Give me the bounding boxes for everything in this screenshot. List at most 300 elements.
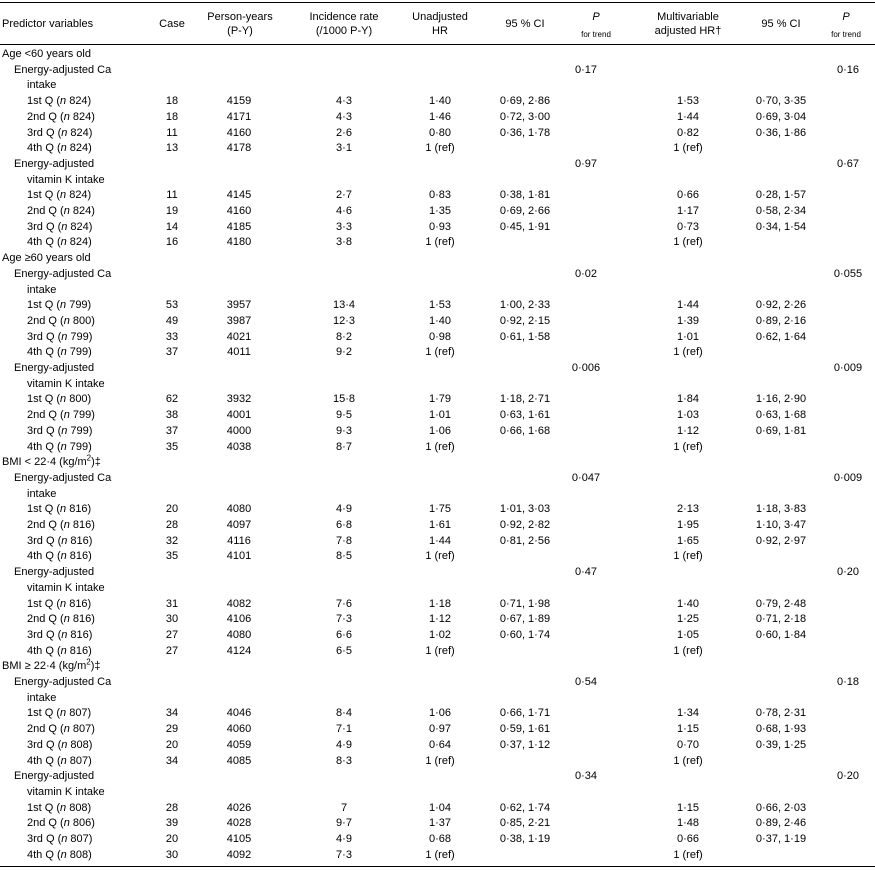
incidence-rate: 4·6 xyxy=(336,205,352,217)
quartile-text: 4th Q ( xyxy=(27,848,61,861)
quartile-n: n xyxy=(60,189,67,202)
variable-label: Energy-adjusted Ca xyxy=(14,63,112,76)
unadjusted-hr: 1·40 xyxy=(428,95,452,108)
p-for-trend-adjusted: 0·16 xyxy=(836,63,860,76)
p-for-trend: 0·34 xyxy=(574,770,598,783)
adjusted-hr: 1 (ref) xyxy=(673,848,703,861)
unadjusted-hr: 1 (ref) xyxy=(425,550,455,563)
quartile-n: n xyxy=(61,126,68,139)
quartile-n: n xyxy=(61,220,68,233)
incidence-rate: 7·8 xyxy=(336,534,352,547)
group-header-row xyxy=(0,659,875,675)
quartile-label xyxy=(27,188,91,204)
variable-label-cont: vitamin K intake xyxy=(27,173,105,186)
quartile-label xyxy=(27,204,95,220)
quartile-n-value: 824) xyxy=(67,126,93,139)
variable-header-row xyxy=(0,769,875,785)
case-count: 30 xyxy=(165,848,179,861)
quartile-n-value: 807) xyxy=(66,707,92,720)
unadjusted-hr: 1 (ref) xyxy=(425,142,455,155)
quartile-text: 4th Q ( xyxy=(27,142,61,155)
person-years: 4160 xyxy=(226,205,252,217)
table-row xyxy=(0,204,875,220)
confidence-interval-adjusted: 0·69, 1·81 xyxy=(755,424,807,437)
table-row xyxy=(0,754,875,770)
quartile-label xyxy=(27,502,91,518)
group-header-row xyxy=(0,47,875,63)
unadjusted-hr: 1·02 xyxy=(428,628,452,641)
incidence-rate: 4·9 xyxy=(336,833,352,845)
adjusted-hr: 1 (ref) xyxy=(673,644,703,657)
incidence-rate: 9·3 xyxy=(336,424,352,437)
unadjusted-hr: 1·79 xyxy=(428,393,452,406)
quartile-label xyxy=(27,816,95,832)
person-years: 4105 xyxy=(226,833,252,845)
person-years: 4026 xyxy=(226,801,252,814)
adjusted-hr: 1·17 xyxy=(676,205,700,217)
p-for-trend-adjusted: 0·009 xyxy=(833,362,863,374)
confidence-interval-adjusted: 0·78, 2·31 xyxy=(755,707,807,720)
confidence-interval-adjusted: 0·37, 1·19 xyxy=(755,833,807,845)
quartile-text: 1st Q ( xyxy=(27,503,61,516)
confidence-interval-adjusted: 0·92, 2·26 xyxy=(755,299,807,312)
confidence-interval: 0·85, 2·21 xyxy=(499,817,551,830)
quartile-label xyxy=(27,549,92,565)
confidence-interval: 0·38, 1·81 xyxy=(499,189,551,202)
quartile-n: n xyxy=(60,848,67,861)
person-years: 4106 xyxy=(226,613,252,626)
confidence-interval: 0·71, 1·98 xyxy=(499,597,551,610)
quartile-text: 4th Q ( xyxy=(27,346,61,359)
table-header-rule xyxy=(0,44,875,45)
incidence-rate: 3·1 xyxy=(336,142,352,155)
confidence-interval-adjusted: 0·69, 3·04 xyxy=(755,110,807,123)
quartile-n-value: 816) xyxy=(67,534,93,547)
p-for-trend-adjusted: 0·67 xyxy=(836,157,860,170)
person-years: 4116 xyxy=(227,534,251,547)
confidence-interval-adjusted: 0·36, 1·86 xyxy=(755,126,807,139)
header-person-years: Person-years (P-Y) xyxy=(207,11,273,37)
person-years: 4145 xyxy=(226,189,252,202)
quartile-n-value: 799) xyxy=(66,299,92,312)
quartile-n-value: 800) xyxy=(66,393,92,406)
unadjusted-hr: 1·12 xyxy=(428,613,452,626)
variable-header-row xyxy=(0,675,875,691)
confidence-interval-adjusted: 0·70, 3·35 xyxy=(755,95,807,108)
confidence-interval: 1·18, 2·71 xyxy=(499,393,551,406)
table-row xyxy=(0,94,875,110)
quartile-text: 4th Q ( xyxy=(27,550,61,563)
quartile-n-value: 816) xyxy=(66,644,92,657)
quartile-n: n xyxy=(63,314,70,327)
person-years: 4085 xyxy=(226,754,252,767)
variable-label: Energy-adjusted Ca xyxy=(14,471,112,484)
person-years: 4028 xyxy=(226,817,252,830)
confidence-interval: 0·45, 1·91 xyxy=(499,220,551,233)
adjusted-hr: 1 (ref) xyxy=(673,236,703,249)
table-row xyxy=(0,141,875,157)
quartile-text: 1st Q ( xyxy=(27,597,61,610)
quartile-label xyxy=(27,330,92,346)
quartile-n: n xyxy=(63,205,70,217)
quartile-n: n xyxy=(61,330,68,343)
quartile-label xyxy=(27,298,91,314)
case-count: 37 xyxy=(165,346,179,359)
adjusted-hr: 1·53 xyxy=(676,95,700,108)
variable-header-row xyxy=(0,471,875,487)
confidence-interval: 0·67, 1·89 xyxy=(499,613,551,626)
unadjusted-hr: 1·37 xyxy=(428,817,452,830)
case-count: 39 xyxy=(165,817,179,830)
table-row xyxy=(0,330,875,346)
case-count: 14 xyxy=(165,220,179,233)
header-unadjusted-hr: Unadjusted HR xyxy=(412,11,468,37)
table-row xyxy=(0,392,875,408)
incidence-rate: 4·9 xyxy=(336,738,352,751)
case-count: 16 xyxy=(165,236,179,249)
unadjusted-hr: 0·80 xyxy=(428,126,452,139)
table-row xyxy=(0,848,875,864)
adjusted-hr: 1·34 xyxy=(676,707,700,720)
group-label-superscript: 2 xyxy=(86,453,92,463)
variable-header-row xyxy=(0,157,875,173)
variable-header-row-cont xyxy=(0,78,875,94)
group-label xyxy=(2,47,91,63)
header-ci-adjusted: 95 % CI xyxy=(761,18,801,30)
quartile-n: n xyxy=(61,424,68,437)
confidence-interval-adjusted: 1·10, 3·47 xyxy=(755,519,807,531)
variable-label: Energy-adjusted Ca xyxy=(14,267,112,280)
incidence-rate: 8·2 xyxy=(336,330,352,343)
p-for-trend: 0·54 xyxy=(574,676,598,688)
unadjusted-hr: 1 (ref) xyxy=(425,848,455,861)
incidence-rate: 2·7 xyxy=(336,189,352,202)
adjusted-hr: 1·15 xyxy=(676,801,700,814)
adjusted-hr: 1 (ref) xyxy=(673,142,703,155)
case-count: 35 xyxy=(165,440,179,453)
quartile-n: n xyxy=(60,644,67,657)
confidence-interval-adjusted: 0·66, 2·03 xyxy=(755,801,807,814)
variable-header-row xyxy=(0,565,875,581)
p-for-trend: 0·006 xyxy=(571,362,601,374)
case-count: 20 xyxy=(165,503,179,516)
quartile-text: 3rd Q ( xyxy=(27,738,62,751)
quartile-n: n xyxy=(60,95,67,108)
quartile-label xyxy=(27,612,95,628)
adjusted-hr: 1 (ref) xyxy=(673,440,703,453)
table-row xyxy=(0,738,875,754)
table-row xyxy=(0,832,875,848)
variable-header-row-cont xyxy=(0,377,875,393)
adjusted-hr: 0·82 xyxy=(676,126,700,139)
quartile-label xyxy=(27,597,91,613)
incidence-rate: 9·7 xyxy=(336,817,352,830)
quartile-n: n xyxy=(60,754,67,767)
quartile-text: 2nd Q ( xyxy=(27,314,64,327)
quartile-label xyxy=(27,644,92,660)
adjusted-hr: 1·15 xyxy=(676,723,700,736)
header-p-trend: P $_{for trend}$ xyxy=(581,11,611,40)
quartile-label xyxy=(27,220,92,236)
p-for-trend: 0·97 xyxy=(574,157,598,170)
group-header-row xyxy=(0,251,875,267)
p-for-trend-adjusted: 0·20 xyxy=(836,566,860,579)
quartile-text: 1st Q ( xyxy=(27,707,61,720)
quartile-n-value: 824) xyxy=(67,220,93,233)
quartile-label xyxy=(27,722,95,738)
quartile-n-value: 808) xyxy=(66,848,92,861)
person-years: 4124 xyxy=(226,644,252,657)
header-incidence-rate: Incidence rate (/1000 P-Y) xyxy=(309,11,379,37)
quartile-label xyxy=(27,408,95,424)
variable-label-cont: vitamin K intake xyxy=(27,377,105,390)
confidence-interval: 0·66, 1·68 xyxy=(499,424,551,437)
adjusted-hr: 1 (ref) xyxy=(673,346,703,359)
confidence-interval: 0·61, 1·58 xyxy=(499,330,551,343)
quartile-n-value: 816) xyxy=(66,503,92,516)
quartile-n: n xyxy=(61,833,68,845)
table-bottom-rule xyxy=(0,866,875,867)
confidence-interval-adjusted: 0·28, 1·57 xyxy=(755,189,807,202)
unadjusted-hr: 1·06 xyxy=(428,707,452,720)
person-years: 4101 xyxy=(226,550,252,563)
group-label-end: )‡ xyxy=(91,456,101,469)
adjusted-hr: 1 (ref) xyxy=(673,754,703,767)
person-years: 4011 xyxy=(227,346,251,359)
group-label-superscript: 2 xyxy=(86,657,91,667)
quartile-n-value: 799) xyxy=(66,346,92,359)
confidence-interval-adjusted: 0·71, 2·18 xyxy=(755,613,807,626)
unadjusted-hr: 1 (ref) xyxy=(425,644,455,657)
p-for-trend-adjusted: 0·20 xyxy=(836,770,860,783)
case-count: 62 xyxy=(165,393,179,406)
quartile-n: n xyxy=(60,299,67,312)
unadjusted-hr: 1·44 xyxy=(428,534,452,547)
quartile-label xyxy=(27,832,92,848)
unadjusted-hr: 1·35 xyxy=(428,205,452,217)
table-row xyxy=(0,722,875,738)
quartile-label xyxy=(27,110,95,126)
p-for-trend: 0·047 xyxy=(571,471,601,484)
quartile-text: 2nd Q ( xyxy=(27,519,64,531)
table-row xyxy=(0,188,875,204)
group-label xyxy=(2,659,101,675)
quartile-label xyxy=(27,126,92,142)
case-count: 20 xyxy=(165,738,179,751)
person-years: 4185 xyxy=(226,220,252,233)
quartile-n-value: 799) xyxy=(67,424,93,437)
adjusted-hr: 0·73 xyxy=(676,220,700,233)
adjusted-hr: 1·01 xyxy=(676,330,700,343)
quartile-label xyxy=(27,424,92,440)
confidence-interval-adjusted: 0·58, 2·34 xyxy=(755,205,807,217)
quartile-text: 3rd Q ( xyxy=(27,833,62,845)
person-years: 4178 xyxy=(226,142,252,155)
confidence-interval: 0·66, 1·71 xyxy=(499,707,551,720)
incidence-rate: 7 xyxy=(340,801,348,814)
quartile-label xyxy=(27,738,92,754)
incidence-rate: 7·1 xyxy=(336,723,352,736)
person-years: 4060 xyxy=(226,723,252,736)
case-count: 27 xyxy=(165,628,179,641)
person-years: 4097 xyxy=(226,519,252,531)
confidence-interval-adjusted: 0·89, 2·16 xyxy=(755,314,807,327)
table-row xyxy=(0,597,875,613)
confidence-interval: 0·72, 3·00 xyxy=(499,110,551,123)
unadjusted-hr: 1·04 xyxy=(428,801,452,814)
person-years: 4046 xyxy=(226,707,252,720)
person-years: 4038 xyxy=(226,440,252,453)
quartile-n: n xyxy=(61,628,68,641)
quartile-n-value: 807) xyxy=(67,833,93,845)
adjusted-hr: 2·13 xyxy=(676,503,700,516)
variable-header-row xyxy=(0,267,875,283)
incidence-rate: 7·6 xyxy=(336,597,352,610)
confidence-interval: 1·00, 2·33 xyxy=(499,299,551,312)
incidence-rate: 9·2 xyxy=(336,346,352,359)
incidence-rate: 6·5 xyxy=(336,644,352,657)
person-years: 4171 xyxy=(226,110,252,123)
quartile-n-value: 824) xyxy=(69,110,95,123)
incidence-rate: 12·3 xyxy=(332,314,356,327)
person-years: 4080 xyxy=(226,503,252,516)
quartile-label xyxy=(27,94,91,110)
incidence-rate: 4·3 xyxy=(336,110,352,123)
variable-label: Energy-adjusted xyxy=(14,770,95,783)
quartile-n-value: 806) xyxy=(69,817,95,830)
table-row xyxy=(0,408,875,424)
table-row xyxy=(0,502,875,518)
case-count: 27 xyxy=(165,644,179,657)
incidence-rate: 7·3 xyxy=(336,848,352,861)
quartile-label xyxy=(27,534,92,550)
adjusted-hr: 0·66 xyxy=(676,833,700,845)
quartile-text: 4th Q ( xyxy=(27,236,61,249)
p-for-trend-adjusted: 0·18 xyxy=(836,676,860,688)
quartile-n: n xyxy=(60,707,67,720)
case-count: 28 xyxy=(165,519,179,531)
variable-label: Energy-adjusted xyxy=(14,566,95,579)
quartile-n: n xyxy=(63,409,70,422)
case-count: 35 xyxy=(165,550,179,563)
incidence-rate: 15·8 xyxy=(332,393,356,406)
confidence-interval: 0·38, 1·19 xyxy=(499,833,551,845)
confidence-interval: 0·81, 2·56 xyxy=(499,534,551,547)
incidence-rate: 2·6 xyxy=(336,126,352,139)
quartile-label xyxy=(27,141,92,157)
header-case: Case xyxy=(159,18,185,30)
quartile-n: n xyxy=(61,534,68,547)
quartile-label xyxy=(27,801,91,817)
case-count: 18 xyxy=(165,95,179,108)
header-ci: 95 % CI xyxy=(505,18,545,30)
case-count: 20 xyxy=(165,833,179,845)
header-p-trend-adjusted: P $_{for trend}$ xyxy=(831,11,861,40)
quartile-n: n xyxy=(60,440,67,453)
case-count: 32 xyxy=(165,534,179,547)
variable-label: Energy-adjusted Ca xyxy=(14,676,112,688)
confidence-interval: 0·92, 2·15 xyxy=(499,314,551,327)
quartile-n: n xyxy=(61,738,68,751)
quartile-text: 1st Q ( xyxy=(27,801,61,814)
quartile-n-value: 799) xyxy=(67,330,93,343)
table-row xyxy=(0,235,875,251)
quartile-n-value: 816) xyxy=(69,613,95,626)
quartile-text: 4th Q ( xyxy=(27,644,61,657)
table-row xyxy=(0,534,875,550)
quartile-label xyxy=(27,706,91,722)
table-row xyxy=(0,298,875,314)
unadjusted-hr: 0·64 xyxy=(428,738,452,751)
confidence-interval-adjusted: 0·89, 2·46 xyxy=(755,817,807,830)
quartile-text: 2nd Q ( xyxy=(27,110,64,123)
quartile-n-value: 824) xyxy=(66,189,92,202)
p-for-trend-adjusted: 0·055 xyxy=(833,267,863,280)
quartile-n: n xyxy=(60,597,67,610)
variable-label: Energy-adjusted xyxy=(14,157,95,170)
header-multivariable-hr: Multivariable adjusted HR† xyxy=(654,11,722,37)
person-years: 4092 xyxy=(226,848,252,861)
incidence-rate: 4·3 xyxy=(336,95,352,108)
quartile-label xyxy=(27,314,95,330)
confidence-interval: 0·36, 1·78 xyxy=(499,126,551,139)
quartile-n: n xyxy=(63,519,70,531)
table-row xyxy=(0,816,875,832)
quartile-n: n xyxy=(63,613,70,626)
table-row xyxy=(0,220,875,236)
adjusted-hr: 1·39 xyxy=(676,314,700,327)
quartile-n-value: 799) xyxy=(66,440,92,453)
case-count: 28 xyxy=(165,801,179,814)
unadjusted-hr: 1·61 xyxy=(428,519,452,531)
quartile-n: n xyxy=(63,110,70,123)
quartile-label xyxy=(27,628,92,644)
quartile-label xyxy=(27,392,91,408)
quartile-n-value: 807) xyxy=(66,754,92,767)
quartile-n: n xyxy=(60,550,67,563)
quartile-n-value: 816) xyxy=(66,550,92,563)
unadjusted-hr: 1·06 xyxy=(428,424,452,437)
quartile-text: 3rd Q ( xyxy=(27,330,62,343)
quartile-text: 3rd Q ( xyxy=(27,220,62,233)
unadjusted-hr: 0·97 xyxy=(428,723,452,736)
quartile-text: 4th Q ( xyxy=(27,440,61,453)
table-row xyxy=(0,612,875,628)
group-label-text: Age ≥60 years old xyxy=(2,252,91,265)
variable-label-cont: intake xyxy=(27,691,57,704)
p-for-trend: 0·17 xyxy=(574,63,598,76)
quartile-text: 3rd Q ( xyxy=(27,534,62,547)
quartile-n-value: 808) xyxy=(67,738,93,751)
variable-label-cont: intake xyxy=(27,79,57,92)
quartile-n-value: 824) xyxy=(66,95,92,108)
adjusted-hr: 1·12 xyxy=(676,424,700,437)
group-label xyxy=(2,455,101,471)
quartile-text: 4th Q ( xyxy=(27,754,61,767)
confidence-interval-adjusted: 0·62, 1·64 xyxy=(755,330,807,343)
case-count: 38 xyxy=(165,409,179,422)
adjusted-hr: 1·65 xyxy=(676,534,700,547)
table-row xyxy=(0,110,875,126)
confidence-interval-adjusted: 1·16, 2·90 xyxy=(755,393,807,406)
confidence-interval-adjusted: 0·63, 1·68 xyxy=(755,409,807,422)
variable-label-cont: intake xyxy=(27,283,57,296)
adjusted-hr: 1·03 xyxy=(676,409,700,422)
p-for-trend: 0·02 xyxy=(574,267,598,280)
group-header-row xyxy=(0,455,875,471)
table-row xyxy=(0,126,875,142)
adjusted-hr: 0·70 xyxy=(676,738,700,751)
